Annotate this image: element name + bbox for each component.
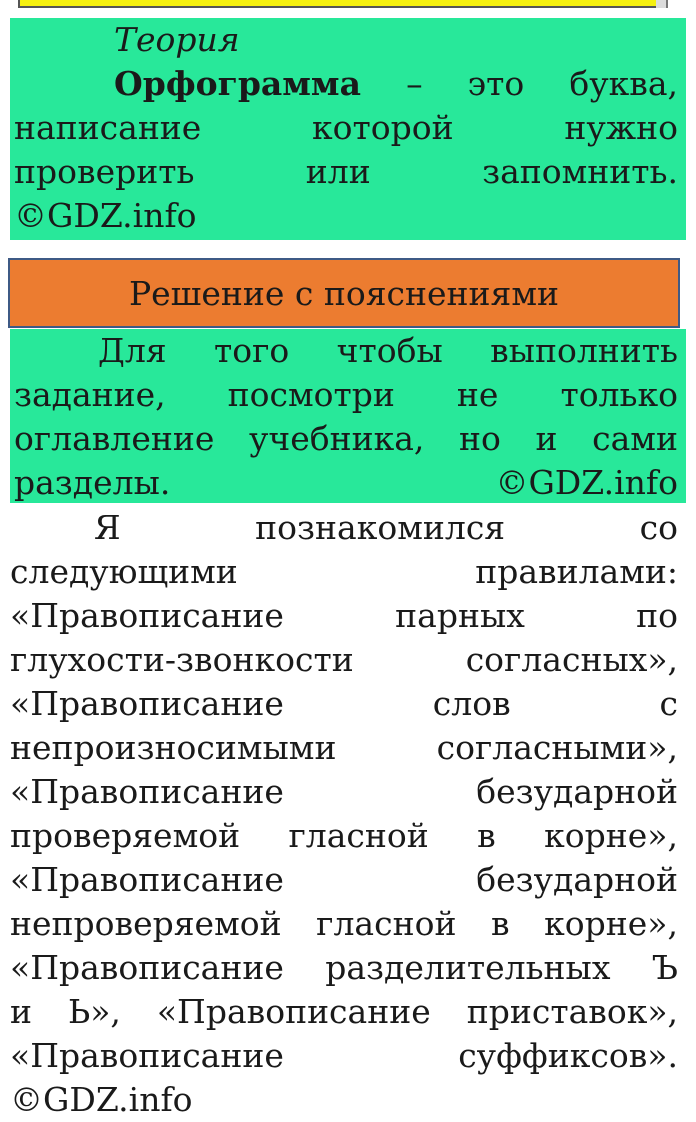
answer-word: «Правописание [10, 684, 284, 723]
theory-word: запомнить. [482, 152, 678, 191]
theory-line-3 [14, 150, 678, 194]
explanation-word: оглавление [14, 419, 215, 458]
answer-line [10, 990, 686, 1034]
answer-word: правилами: [475, 552, 678, 591]
top-banner-edge [18, 0, 658, 8]
answer-word: Ь», [67, 992, 121, 1031]
theory-word: – [406, 64, 423, 103]
answer-word: гласной [288, 816, 429, 855]
answer-line [10, 770, 686, 814]
answer-word: следующими [10, 552, 238, 591]
explanation-word: учебника, [249, 419, 425, 458]
answer-word: согласными», [436, 728, 678, 767]
answer-line [10, 682, 686, 726]
solution-banner-label: Решение с пояснениями [128, 273, 560, 313]
answer-line [10, 726, 686, 770]
answer-word: «Правописание [10, 948, 284, 987]
answer-line [10, 946, 686, 990]
answer-word: Ъ [651, 948, 678, 987]
theory-title: Теория [114, 20, 240, 59]
theory-word: буква, [569, 64, 678, 103]
answer-word: «Правописание [10, 772, 284, 811]
answer-word: и [10, 992, 32, 1031]
answer-word: проверяемой [10, 816, 241, 855]
explanation-word: чтобы [336, 331, 443, 370]
explanation-word: только [560, 375, 678, 414]
explanation-word: задание, [14, 375, 166, 414]
answer-word: глухости-звонкости [10, 640, 354, 679]
answer-word: слов [432, 684, 511, 723]
theory-word: или [305, 152, 371, 191]
explanation-word: не [456, 375, 499, 414]
answer-word: «Правописание [10, 1036, 284, 1075]
explanation-line-4: разделы. ©GDZ.info [14, 463, 678, 502]
explanation-word: Для [98, 331, 167, 370]
answer-word: гласной [316, 904, 457, 943]
answer-text [10, 506, 686, 1122]
theory-watermark: ©GDZ.info [14, 196, 197, 235]
answer-line [10, 1078, 686, 1122]
answer-line [10, 858, 686, 902]
explanation-line-2 [14, 373, 678, 417]
answer-line [10, 506, 686, 550]
theory-term: Орфограмма [114, 64, 361, 103]
explanation-line-1 [14, 329, 678, 373]
answer-word: непроизносимыми [10, 728, 337, 767]
answer-word: «Правописание [10, 860, 284, 899]
answer-word: познакомился [255, 508, 506, 547]
answer-word: согласных», [465, 640, 678, 679]
explanation-text [10, 329, 686, 505]
solution-banner [8, 258, 680, 328]
answer-word: по [636, 596, 678, 635]
theory-word: это [467, 64, 525, 103]
theory-text [10, 62, 686, 238]
answer-line [10, 814, 686, 858]
explanation-word: сами [592, 419, 678, 458]
answer-word: в [491, 904, 510, 943]
answer-line [10, 550, 686, 594]
answer-word: непроверяемой [10, 904, 282, 943]
answer-word: безударной [476, 860, 678, 899]
answer-line [10, 638, 686, 682]
explanation-line-3 [14, 417, 678, 461]
answer-word: парных [395, 596, 525, 635]
answer-word: со [639, 508, 678, 547]
explanation-word: но [459, 419, 501, 458]
theory-word: которой [312, 108, 454, 147]
explanation-word: посмотри [227, 375, 395, 414]
answer-word: Я [94, 508, 121, 547]
answer-word: «Правописание [156, 992, 431, 1031]
theory-word: нужно [564, 108, 678, 147]
explanation-word: того [214, 331, 290, 370]
answer-word: в [477, 816, 496, 855]
answer-line [10, 594, 686, 638]
answer-word: «Правописание [10, 596, 284, 635]
explanation-block [10, 329, 686, 503]
answer-word: корне», [544, 816, 678, 855]
theory-word: написание [14, 108, 202, 147]
explanation-word: и [535, 419, 558, 458]
theory-word: проверить [14, 152, 195, 191]
answer-word: суффиксов». [458, 1036, 678, 1075]
answer-word: с [659, 684, 678, 723]
answer-line [10, 1034, 686, 1078]
answer-word: корне», [544, 904, 678, 943]
answer-word: разделительных [325, 948, 611, 987]
answer-line [10, 902, 686, 946]
theory-line-2 [14, 106, 678, 150]
answer-watermark: ©GDZ.info [10, 1080, 193, 1119]
theory-block [10, 18, 686, 240]
theory-line-1 [14, 62, 678, 106]
top-banner-shadow [656, 0, 668, 8]
explanation-word: выполнить [490, 331, 678, 370]
answer-word: безударной [476, 772, 678, 811]
answer-word: приставок», [466, 992, 678, 1031]
